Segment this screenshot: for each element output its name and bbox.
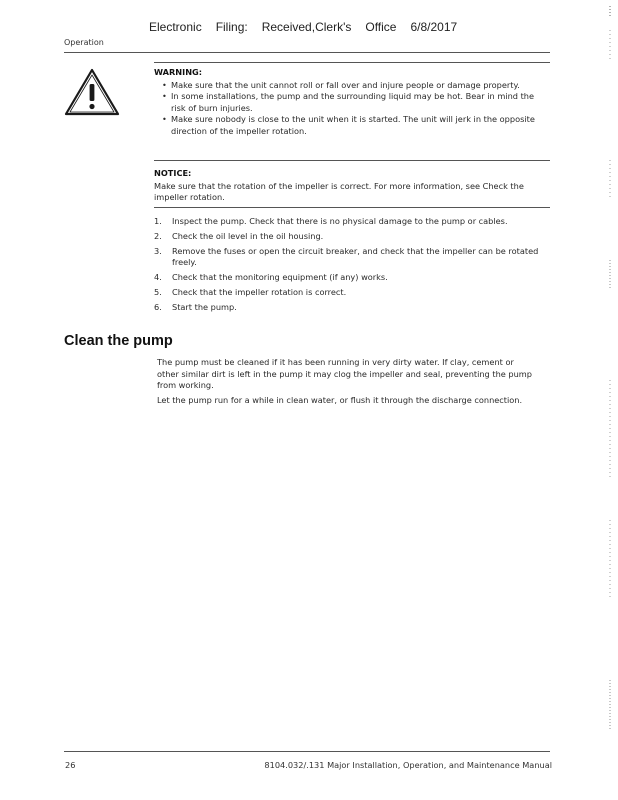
footer-rule — [64, 751, 550, 752]
notice-text: Make sure that the rotation of the impeller is correct. For more information, see Check the impeller rotation. — [154, 180, 524, 203]
step-item — [154, 246, 554, 269]
warning-box — [154, 67, 550, 138]
step-text: Check that the monitoring equipment (if any) works. — [172, 271, 388, 282]
warning-bottom-rule — [154, 160, 550, 161]
step-item — [154, 231, 554, 243]
step-text: Start the pump. — [172, 301, 237, 312]
footer-document-title: 8104.032/.131 Major Installation, Operation, and Maintenance Manual — [264, 760, 552, 770]
step-text: Remove the fuses or open the circuit breaker, and check that the impeller can be rotated freely. — [172, 245, 539, 268]
notice-bottom-rule — [154, 207, 550, 208]
step-text: Check the oil level in the oil housing. — [172, 230, 324, 241]
stamp-received: Received,Clerk's — [261, 20, 352, 34]
stamp-date: 6/8/2017 — [410, 20, 458, 34]
warning-title: WARNING: — [154, 67, 203, 77]
step-text: Check that the impeller rotation is correct. — [172, 286, 347, 297]
page-number: 26 — [65, 760, 76, 770]
step-number: 2. — [154, 230, 162, 241]
warning-top-rule — [154, 62, 550, 63]
warning-item: • In some installations, the pump and the surrounding liquid may be hot. Bear in mind the risk of burn injuries. — [162, 91, 550, 114]
notice-box — [154, 168, 550, 204]
step-item — [154, 216, 554, 228]
notice-title: NOTICE: — [154, 168, 192, 178]
step-number: 1. — [154, 216, 162, 226]
step-item — [154, 287, 554, 299]
stamp-electronic: Electronic — [149, 20, 202, 34]
stamp-filing: Filing: — [215, 20, 248, 34]
clean-body — [157, 357, 537, 409]
section-label: Operation — [64, 38, 104, 47]
header-rule — [64, 52, 550, 53]
step-text: Inspect the pump. Check that there is no physical damage to the pump or cables. — [172, 216, 508, 226]
step-number: 4. — [154, 271, 162, 282]
step-number: 5. — [154, 286, 162, 297]
step-item — [154, 302, 554, 314]
warning-item: • Make sure that the unit cannot roll or fall over and injure people or damage property. — [162, 80, 550, 92]
section-heading: Clean the pump — [64, 333, 173, 349]
clean-paragraph: The pump must be cleaned if it has been running in very dirty water. If clay, cement or other similar dirt is left in the pump it may clog the impeller and seal, preventing the pump from working. — [157, 357, 532, 391]
step-list — [154, 216, 554, 316]
warning-item: • Make sure nobody is close to the unit when it is started. The unit will jerk in the opposite direction of the impeller rotation. — [162, 114, 550, 137]
scan-edge-marks — [606, 0, 614, 800]
warning-triangle-icon — [64, 68, 120, 116]
clean-paragraph: Let the pump run for a while in clean water, or flush it through the discharge connection. — [157, 394, 523, 405]
stamp-office: Office — [365, 20, 397, 34]
step-item — [154, 272, 554, 284]
step-number: 6. — [154, 301, 162, 312]
step-number: 3. — [154, 245, 162, 256]
warning-list — [154, 80, 550, 138]
filing-stamp — [149, 20, 471, 34]
